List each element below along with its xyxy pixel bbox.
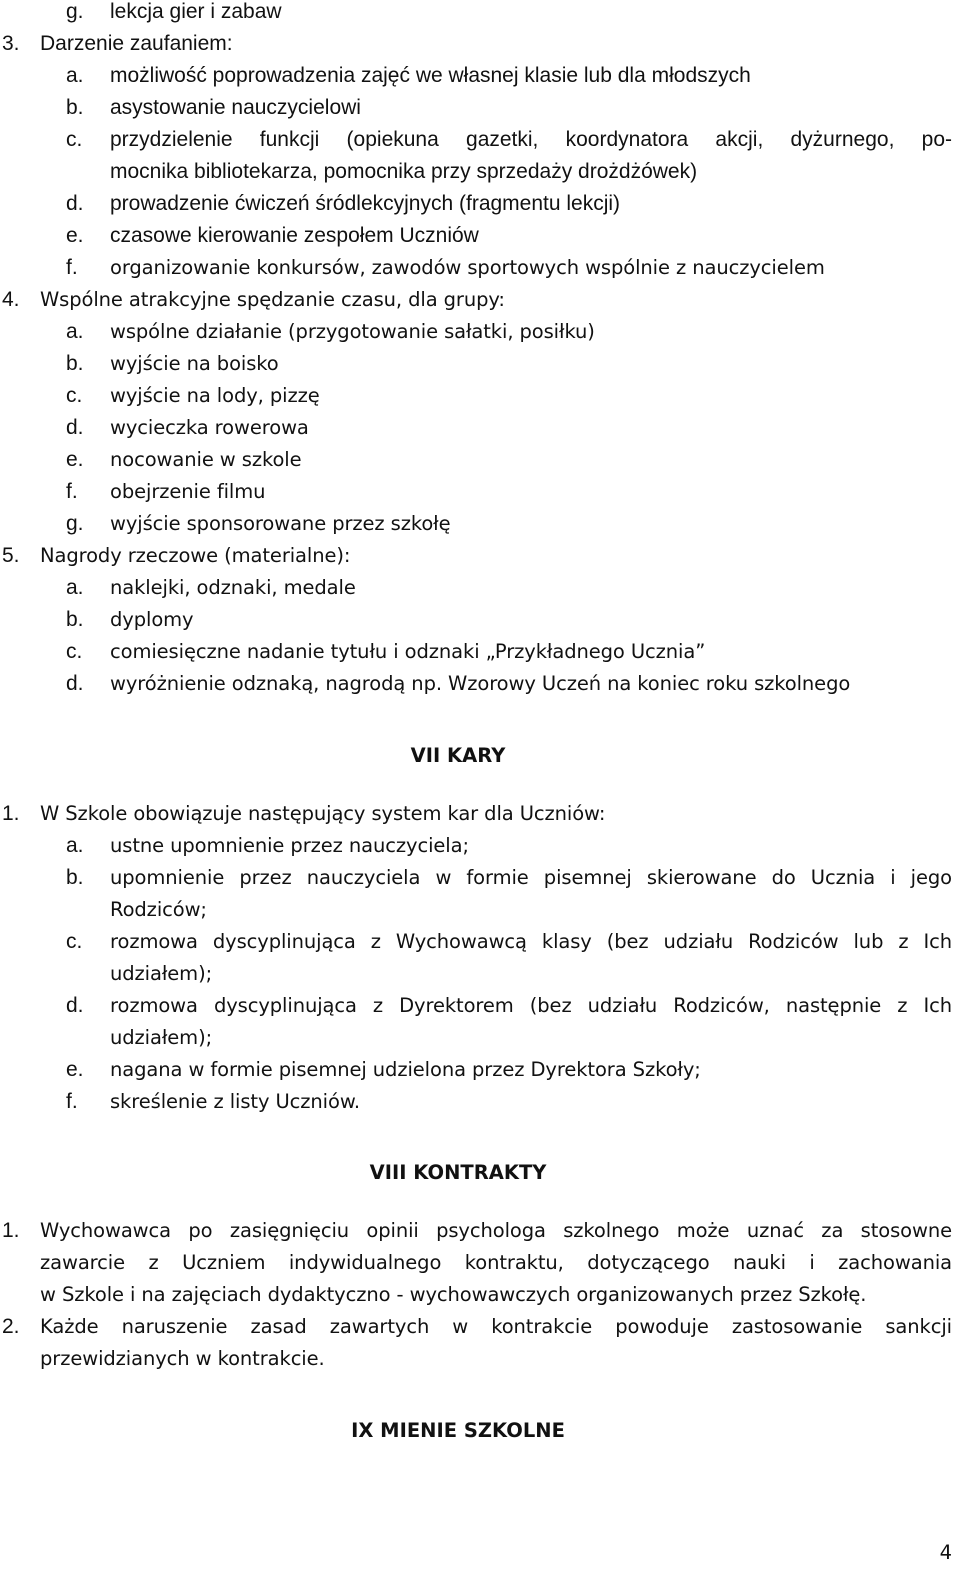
numbered-item <box>0 540 960 572</box>
list-marker: c. <box>66 640 83 663</box>
list-marker: c. <box>66 128 83 151</box>
item-text: mocnika bibliotekarza, pomocnika przy sprzedaży drożdżówek) <box>110 160 698 183</box>
lettered-subitem <box>0 636 960 668</box>
item-text: nagana w formie pisemnej udzielona przez Dyrektora Szkoły; <box>110 1058 701 1081</box>
item-text: w Szkole i na zajęciach dydaktyczno - wychowawczych organizowanych przez Szkołę. <box>40 1283 867 1306</box>
lettered-subitem <box>0 252 960 284</box>
numbered-item <box>0 1215 960 1247</box>
list-marker: 1. <box>2 802 20 825</box>
list-marker: f. <box>66 1090 78 1113</box>
numbered-item <box>0 28 960 60</box>
lettered-subitem <box>0 894 960 926</box>
lettered-subitem <box>0 124 960 156</box>
lettered-subitem <box>0 1022 960 1054</box>
list-marker: e. <box>66 224 84 247</box>
item-text: dyplomy <box>110 608 194 631</box>
lettered-subitem <box>0 926 960 958</box>
list-marker: 3. <box>2 32 20 55</box>
item-text: możliwość poprowadzenia zajęć we własnej klasie lub dla młodszych <box>110 64 751 87</box>
section-heading: VII KARY <box>410 744 506 767</box>
item-text: skreślenie z listy Uczniów. <box>110 1090 360 1113</box>
numbered-item <box>0 1247 960 1279</box>
page-number: 4 <box>939 1541 952 1564</box>
list-marker: b. <box>66 866 84 889</box>
numbered-item <box>0 284 960 316</box>
item-text: przydzielenie funkcji (opiekuna gazetki, koordynatora akcji, dyżurnego, po- <box>110 128 952 151</box>
lettered-subitem <box>0 220 960 252</box>
numbered-item <box>0 798 960 830</box>
item-text: upomnienie przez nauczyciela w formie pisemnej skierowane do Ucznia i jego <box>110 866 952 889</box>
list-marker: f. <box>66 256 78 279</box>
item-text: wyjście na lody, pizzę <box>110 384 320 407</box>
list-marker: a. <box>66 576 84 599</box>
list-marker: 5. <box>2 544 20 567</box>
list-marker: d. <box>66 416 84 439</box>
lettered-subitem <box>0 0 960 28</box>
item-text: Każde naruszenie zasad zawartych w kontrakcie powoduje zastosowanie sankcji <box>40 1315 952 1338</box>
list-marker: c. <box>66 930 83 953</box>
list-marker: 1. <box>2 1219 20 1242</box>
list-marker: e. <box>66 1058 84 1081</box>
item-text: Wychowawca po zasięgnięciu opinii psychologa szkolnego może uznać za stosowne <box>40 1219 952 1242</box>
numbered-item <box>0 1343 960 1375</box>
lettered-subitem <box>0 862 960 894</box>
list-marker: d. <box>66 672 84 695</box>
lettered-subitem <box>0 1086 960 1118</box>
item-text: Rodziców; <box>110 898 207 921</box>
lettered-subitem <box>0 412 960 444</box>
lettered-subitem <box>0 958 960 990</box>
item-text: comiesięczne nadanie tytułu i odznaki „Przykładnego Ucznia” <box>110 640 706 663</box>
lettered-subitem <box>0 380 960 412</box>
numbered-item <box>0 1311 960 1343</box>
item-text: nocowanie w szkole <box>110 448 302 471</box>
lettered-subitem <box>0 508 960 540</box>
list-marker: f. <box>66 480 78 503</box>
lettered-subitem <box>0 990 960 1022</box>
lettered-subitem <box>0 60 960 92</box>
lettered-subitem <box>0 572 960 604</box>
list-marker: 4. <box>2 288 20 311</box>
list-marker: b. <box>66 352 84 375</box>
list-marker: c. <box>66 384 83 407</box>
lettered-subitem <box>0 604 960 636</box>
section-heading: VIII KONTRAKTY <box>369 1161 547 1184</box>
item-text: ustne upomnienie przez nauczyciela; <box>110 834 469 857</box>
item-text: Wspólne atrakcyjne spędzanie czasu, dla grupy: <box>40 288 505 311</box>
item-text: wyróżnienie odznaką, nagrodą np. Wzorowy Uczeń na koniec roku szkolnego <box>110 672 851 695</box>
item-text: udziałem); <box>110 1026 213 1049</box>
item-text: przewidzianych w kontrakcie. <box>40 1347 325 1370</box>
item-text: Nagrody rzeczowe (materialne): <box>40 544 351 567</box>
lettered-subitem <box>0 348 960 380</box>
list-marker: a. <box>66 834 84 857</box>
numbered-item <box>0 1279 960 1311</box>
list-marker: g. <box>66 512 84 535</box>
item-text: Darzenie zaufaniem: <box>40 32 233 55</box>
lettered-subitem <box>0 1054 960 1086</box>
list-marker: d. <box>66 192 84 215</box>
section-heading: IX MIENIE SZKOLNE <box>351 1419 565 1442</box>
item-text: wyjście sponsorowane przez szkołę <box>110 512 451 535</box>
item-text: wyjście na boisko <box>110 352 279 375</box>
list-marker: b. <box>66 608 84 631</box>
list-marker: a. <box>66 320 84 343</box>
item-text: prowadzenie ćwiczeń śródlekcyjnych (fragmentu lekcji) <box>110 192 621 215</box>
item-text: obejrzenie filmu <box>110 480 266 503</box>
item-text: rozmowa dyscyplinująca z Wychowawcą klasy (bez udziału Rodziców lub z Ich <box>110 930 952 953</box>
lettered-subitem <box>0 668 960 700</box>
lettered-subitem <box>0 830 960 862</box>
list-marker: d. <box>66 994 84 1017</box>
item-text: czasowe kierowanie zespołem Uczniów <box>110 224 479 247</box>
lettered-subitem <box>0 444 960 476</box>
lettered-subitem <box>0 156 960 188</box>
list-marker: a. <box>66 64 84 87</box>
list-marker: b. <box>66 96 84 119</box>
list-marker: g. <box>66 0 84 23</box>
list-marker: 2. <box>2 1315 20 1338</box>
item-text: naklejki, odznaki, medale <box>110 576 356 599</box>
lettered-subitem <box>0 316 960 348</box>
item-text: W Szkole obowiązuje następujący system kar dla Uczniów: <box>40 802 606 825</box>
lettered-subitem <box>0 92 960 124</box>
item-text: rozmowa dyscyplinująca z Dyrektorem (bez udziału Rodziców, następnie z Ich <box>110 994 952 1017</box>
lettered-subitem <box>0 476 960 508</box>
list-marker: e. <box>66 448 84 471</box>
item-text: asystowanie nauczycielowi <box>110 96 361 119</box>
item-text: organizowanie konkursów, zawodów sportowych wspólnie z nauczycielem <box>110 256 825 279</box>
item-text: zawarcie z Uczniem indywidualnego kontraktu, dotyczącego nauki i zachowania <box>40 1251 952 1274</box>
lettered-subitem <box>0 188 960 220</box>
item-text: udziałem); <box>110 962 213 985</box>
item-text: lekcja gier i zabaw <box>110 0 282 23</box>
item-text: wycieczka rowerowa <box>110 416 309 439</box>
item-text: wspólne działanie (przygotowanie sałatki, posiłku) <box>110 320 595 343</box>
